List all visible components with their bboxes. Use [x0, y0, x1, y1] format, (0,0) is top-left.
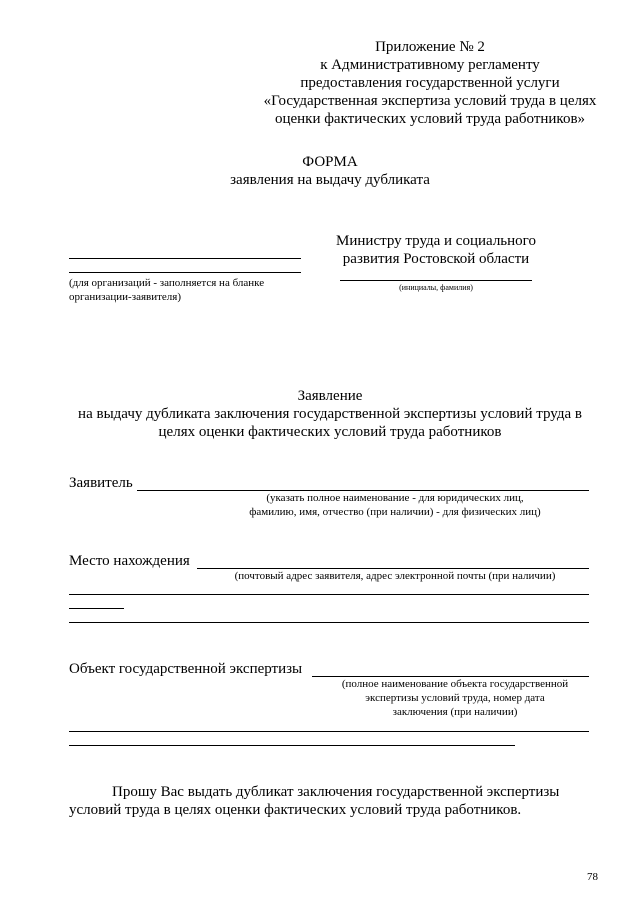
stamp-note-line-1: (для организаций - заполняется на бланке	[69, 277, 265, 289]
applicant-hint	[200, 491, 590, 519]
location-hint: (почтовый адрес заявителя, адрес электронной почты (при наличии)	[234, 570, 556, 582]
application-title-line-2: на выдачу дубликата заключения государственной экспертизы условий труда в	[78, 406, 582, 422]
form-title-line-1: ФОРМА	[302, 154, 358, 170]
addressee-caption: (инициалы, фамилия)	[399, 283, 473, 292]
location-field-line-3[interactable]	[69, 608, 124, 609]
applicant-hint-line-2: фамилию, имя, отчество (при наличии) - для физических лиц)	[249, 506, 541, 518]
appendix-line-5: оценки фактических условий труда работников»	[274, 111, 586, 127]
appendix-line-3: предоставления государственной услуги	[300, 75, 560, 91]
location-field-line-2[interactable]	[69, 594, 589, 595]
form-title-line-2: заявления на выдачу дубликата	[230, 172, 430, 188]
appendix-line-1: Приложение № 2	[375, 39, 485, 55]
addressee	[316, 232, 556, 268]
request-line-1: Прошу Вас выдать дубликат заключения государственной экспертизы	[112, 784, 560, 800]
object-hint-line-2: экспертизы условий труда, номер дата	[365, 692, 545, 704]
addressee-line-1: Министру труда и социального	[336, 233, 536, 249]
object-label: Объект государственной экспертизы	[69, 661, 303, 677]
applicant-hint-line-1: (указать полное наименование - для юридических лиц,	[266, 492, 524, 504]
object-hint-line-1: (полное наименование объекта государственной	[341, 678, 569, 690]
stamp-note-line-2: организации-заявителя)	[69, 291, 181, 303]
object-field-line-2[interactable]	[69, 731, 589, 732]
appendix-line-2: к Административному регламенту	[320, 57, 540, 73]
location-field-line-4[interactable]	[69, 622, 589, 623]
applicant-label: Заявитель	[69, 475, 133, 491]
location-label: Место нахождения	[69, 553, 190, 569]
request-paragraph	[69, 783, 591, 819]
request-line-2: условий труда в целях оценки фактических условий труда работников.	[69, 802, 522, 818]
application-title	[60, 387, 600, 441]
addressee-line-2: развития Ростовской области	[342, 251, 530, 267]
application-title-line-1: Заявление	[297, 388, 363, 404]
form-title	[150, 153, 510, 189]
org-blank-line-1	[69, 258, 301, 259]
appendix-line-4: «Государственная экспертиза условий труда в целях	[263, 93, 597, 109]
page-number: 78	[587, 871, 598, 883]
object-hint	[320, 677, 590, 719]
addressee-signature-line	[340, 280, 532, 281]
appendix-header	[230, 38, 630, 128]
org-blank-line-2	[69, 272, 301, 273]
application-title-line-3: целях оценки фактических условий труда работников	[158, 424, 502, 440]
object-hint-line-3: заключения (при наличии)	[392, 706, 518, 718]
stamp-note	[69, 276, 309, 304]
object-field-line-3[interactable]	[69, 745, 515, 746]
